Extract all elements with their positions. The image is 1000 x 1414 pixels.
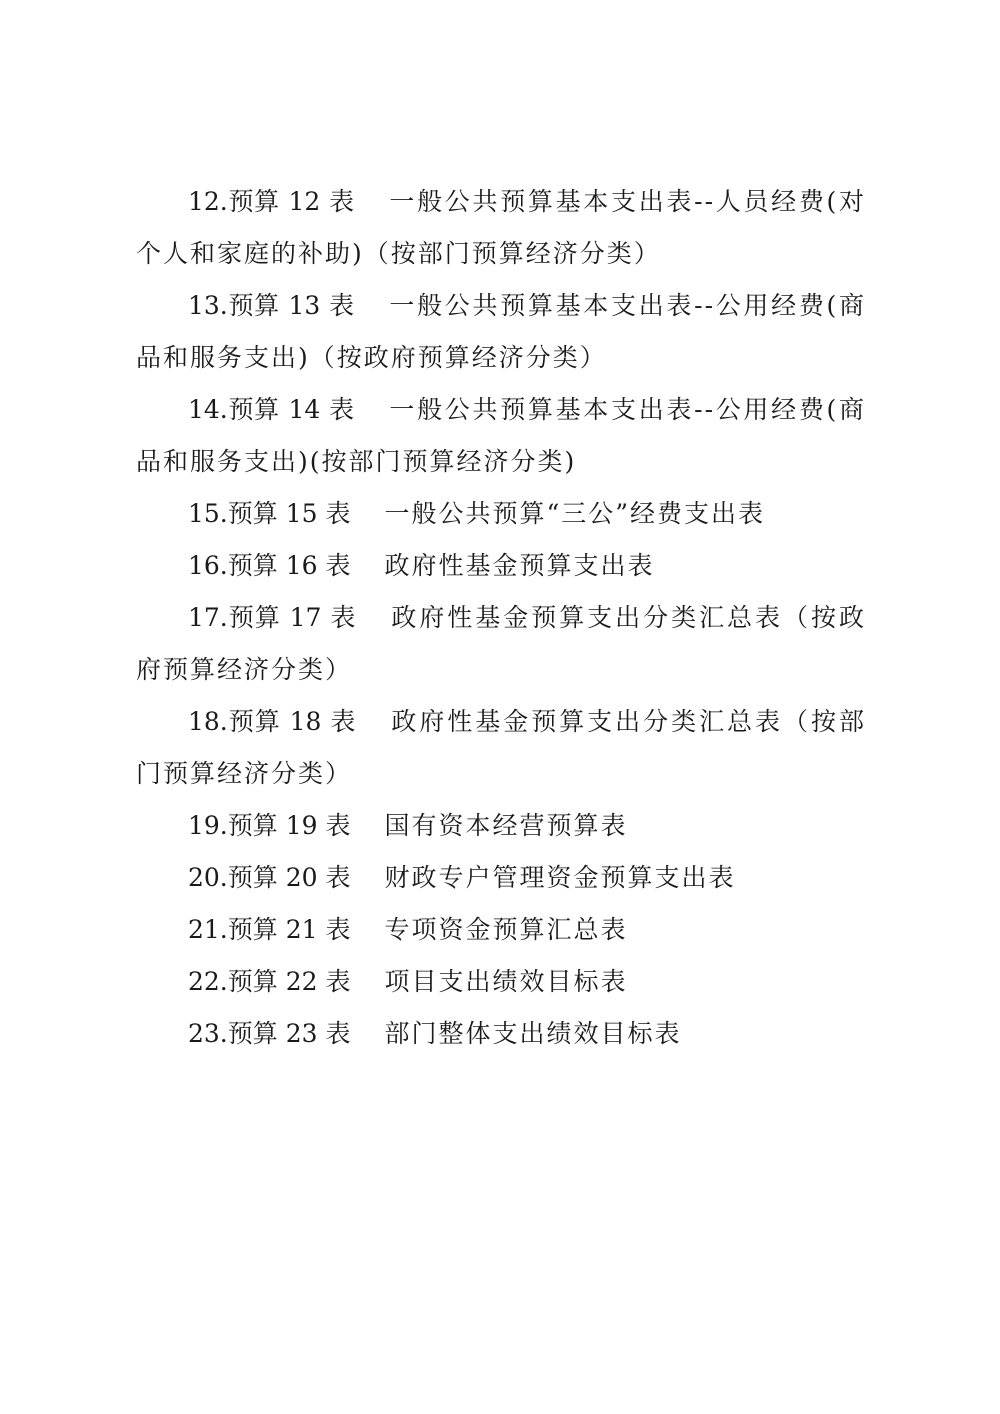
item-title: 财政专户管理资金预算支出表 — [384, 863, 736, 892]
item-code: 预算 14 表 — [227, 395, 355, 424]
item-title: 一般公共预算“三公”经费支出表 — [384, 499, 766, 528]
list-item — [136, 540, 866, 592]
item-title: 一般公共预算基本支出表--公用经费(商品和服务支出)（按政府预算经济分类） — [136, 291, 866, 372]
item-code: 预算 12 表 — [227, 187, 355, 216]
item-code: 预算 21 表 — [227, 915, 351, 944]
list-item — [136, 1008, 866, 1060]
item-title: 政府性基金预算支出分类汇总表（按部门预算经济分类） — [136, 707, 866, 788]
list-item — [136, 956, 866, 1008]
item-code: 预算 19 表 — [227, 811, 351, 840]
item-code: 预算 22 表 — [227, 967, 351, 996]
item-code: 预算 16 表 — [227, 551, 351, 580]
item-number: 23. — [188, 1019, 228, 1048]
item-number: 22. — [188, 967, 228, 996]
item-title: 一般公共预算基本支出表--公用经费(商品和服务支出)(按部门预算经济分类) — [136, 395, 866, 476]
item-code: 预算 13 表 — [227, 291, 355, 320]
item-number: 17. — [188, 603, 228, 632]
item-number: 16. — [188, 551, 228, 580]
item-code: 预算 20 表 — [227, 863, 351, 892]
item-title: 政府性基金预算支出分类汇总表（按政府预算经济分类） — [136, 603, 866, 684]
item-number: 13. — [188, 291, 228, 320]
item-number: 21. — [188, 915, 228, 944]
list-item — [136, 384, 866, 488]
item-code: 预算 17 表 — [227, 603, 357, 632]
item-code: 预算 15 表 — [227, 499, 351, 528]
list-item — [136, 488, 866, 540]
list-item — [136, 800, 866, 852]
list-item — [136, 280, 866, 384]
item-number: 15. — [188, 499, 228, 528]
item-title: 政府性基金预算支出表 — [384, 551, 655, 580]
item-title: 国有资本经营预算表 — [384, 811, 628, 840]
list-item — [136, 904, 866, 956]
item-number: 18. — [188, 707, 228, 736]
item-title: 专项资金预算汇总表 — [384, 915, 628, 944]
item-title: 项目支出绩效目标表 — [384, 967, 628, 996]
item-title: 一般公共预算基本支出表--人员经费(对个人和家庭的补助)（按部门预算经济分类） — [136, 187, 866, 268]
item-title: 部门整体支出绩效目标表 — [384, 1019, 682, 1048]
list-item — [136, 592, 866, 696]
item-number: 20. — [188, 863, 228, 892]
item-number: 14. — [188, 395, 228, 424]
list-item — [136, 852, 866, 904]
item-number: 12. — [188, 187, 228, 216]
item-number: 19. — [188, 811, 228, 840]
list-item — [136, 176, 866, 280]
item-code: 预算 23 表 — [227, 1019, 351, 1048]
list-item — [136, 696, 866, 800]
item-code: 预算 18 表 — [227, 707, 357, 736]
